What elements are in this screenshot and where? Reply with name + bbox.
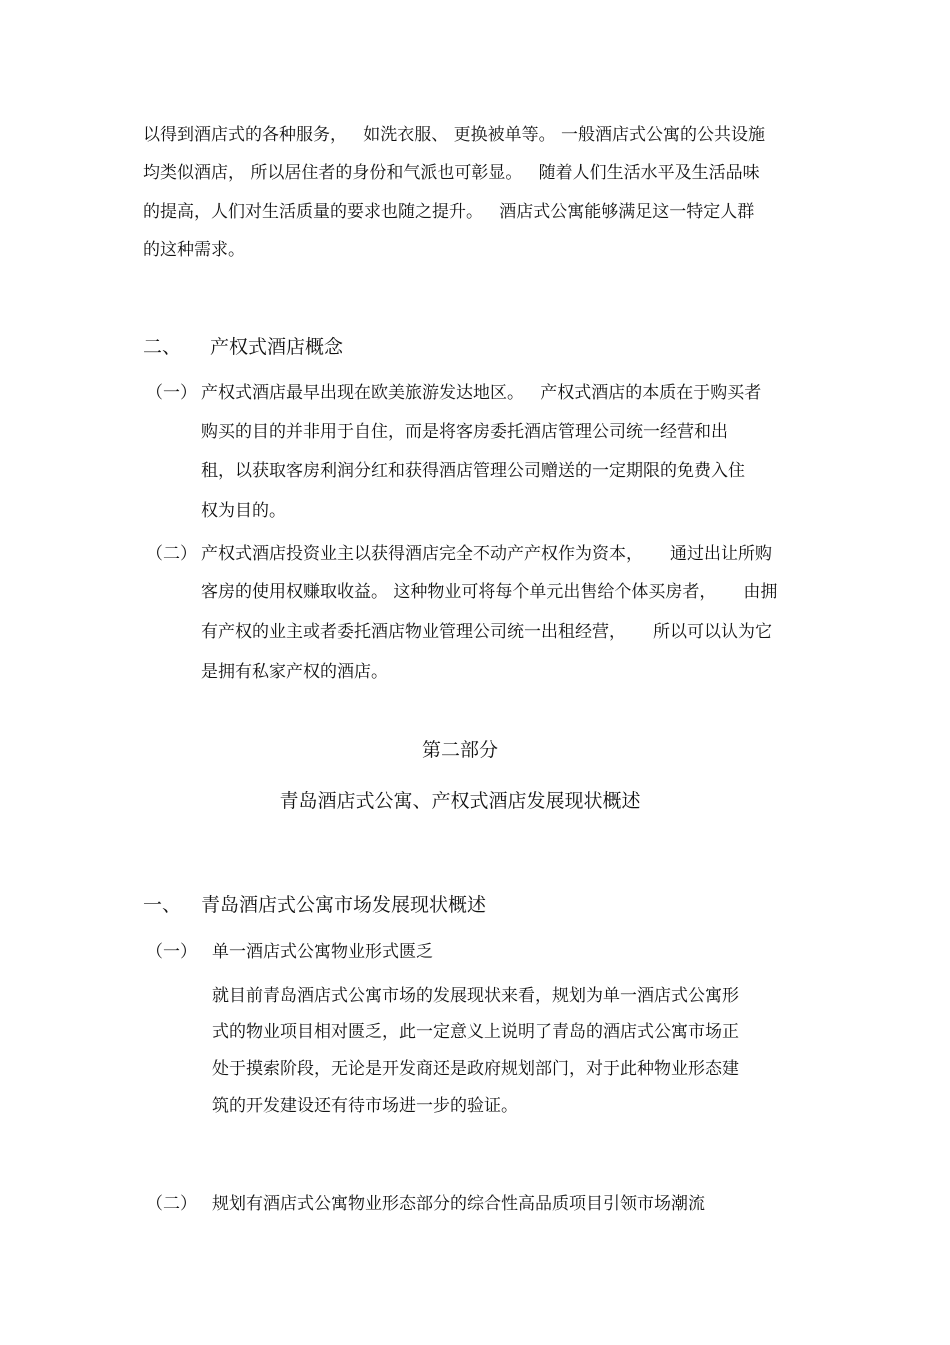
item-heading: 单一酒店式公寓物业形式匮乏 <box>212 942 433 962</box>
text-line: 处于摸索阶段，无论是开发商还是政府规划部门，对于此种物业形态建 <box>212 1059 739 1079</box>
text-line: 以得到酒店式的各种服务， 如洗衣服、 更换被单等。 一般酒店式公寓的公共设施 <box>143 125 766 145</box>
text-line: 客房的使用权赚取收益。 这种物业可将每个单元出售给个体买房者， 由拥 <box>201 582 778 602</box>
item-marker: （二） <box>146 544 197 564</box>
text-line: 权为目的。 <box>201 501 286 521</box>
text-line: 产权式酒店投资业主以获得酒店完全不动产产权作为资本， 通过出让所购 <box>201 544 773 564</box>
text-line: 的这种需求。 <box>143 240 245 260</box>
item-heading: 规划有酒店式公寓物业形态部分的综合性高品质项目引领市场潮流 <box>212 1194 705 1214</box>
section-title: 产权式酒店概念 <box>210 336 344 358</box>
text-line: 式的物业项目相对匮乏，此一定意义上说明了青岛的酒店式公寓市场正 <box>212 1022 739 1042</box>
text-line: 租，以获取客房利润分红和获得酒店管理公司赠送的一定期限的免费入住 <box>201 461 745 481</box>
item-marker: （一） <box>146 383 197 403</box>
part-subtitle: 青岛酒店式公寓、产权式酒店发展现状概述 <box>279 790 641 812</box>
text-line: 就目前青岛酒店式公寓市场的发展现状来看，规划为单一酒店式公寓形 <box>212 986 739 1006</box>
text-line: 购买的目的并非用于自住，而是将客房委托酒店管理公司统一经营和出 <box>201 422 728 442</box>
text-line: 的提高，人们对生活质量的要求也随之提升。 酒店式公寓能够满足这一特定人群 <box>143 202 755 222</box>
text-line: 均类似酒店， 所以居住者的身份和气派也可彰显。 随着人们生活水平及生活品味 <box>143 163 760 183</box>
part-label: 第二部分 <box>421 739 498 761</box>
section-number: 二、 <box>143 336 182 358</box>
text-line: 筑的开发建设还有待市场进一步的验证。 <box>212 1096 518 1116</box>
section-title: 青岛酒店式公寓市场发展现状概述 <box>201 894 487 916</box>
text-line: 是拥有私家产权的酒店。 <box>201 662 388 682</box>
item-marker: （一） <box>146 942 197 962</box>
text-line: 产权式酒店最早出现在欧美旅游发达地区。 产权式酒店的本质在于购买者 <box>201 383 762 403</box>
text-line: 有产权的业主或者委托酒店物业管理公司统一出租经营， 所以可以认为它 <box>201 622 773 642</box>
section-number: 一、 <box>143 894 182 916</box>
item-marker: （二） <box>146 1194 197 1214</box>
